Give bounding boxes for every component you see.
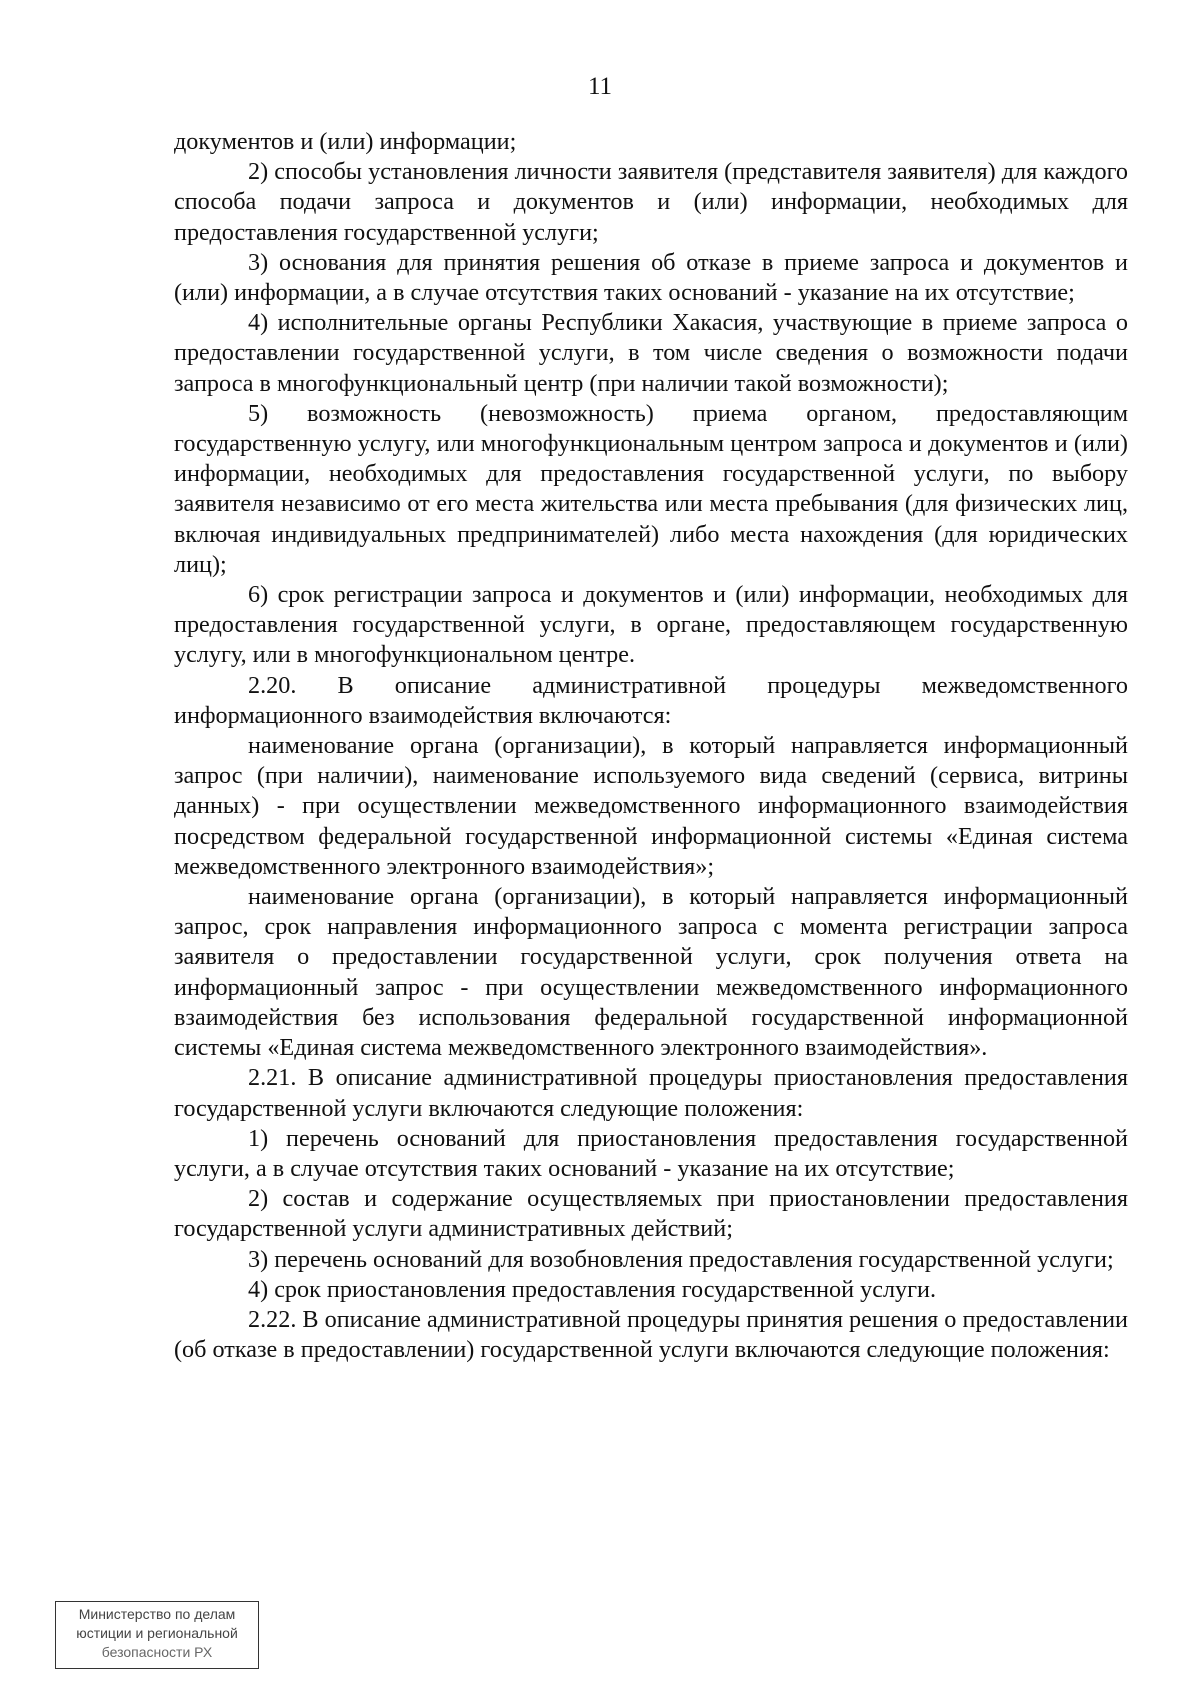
paragraph-2-21-item-3: 3) перечень оснований для возобновления предоставления государственной услуги; (248, 1245, 1114, 1273)
paragraph-2-20-smev: наименование органа (организации), в который направляется информационный запрос (при наличии), наименование используемого вида сведений (сервиса, витрины данных) - при осуществлении межведомственного информационного взаимодействия посредством федеральной государственной информационной системы «Единая система межведомственного электронного взаимодействия»; (174, 732, 1128, 880)
paragraph-item-6: 6) срок регистрации запроса и документов и (или) информации, необходимых для предоставления государственной услуги, в органе, предоставляющем государственную услугу, или в многофункциональном центре. (174, 581, 1128, 669)
document-body (174, 127, 1128, 1365)
paragraph-2-21-item-4: 4) срок приостановления предоставления государственной услуги. (248, 1275, 937, 1303)
paragraph-2-21-item-1: 1) перечень оснований для приостановления предоставления государственной услуги, а в случае отсутствия таких оснований - указание на их отсутствие; (174, 1124, 1128, 1182)
paragraph-item-5: 5) возможность (невозможность) приема органом, предоставляющим государственную услугу, или многофункциональным центром запроса и документов и (или) информации, необходимых для предоставления государственной услуги, по выбору заявителя независимо от его места жительства или места пребывания (для физических лиц, включая индивидуальных предпринимателей) либо места нахождения (для юридических лиц); (174, 399, 1128, 578)
stamp-line-2: юстиции и региональной (76, 1625, 238, 1641)
paragraph-item-4: 4) исполнительные органы Республики Хакасия, участвующие в приеме запроса о предоставлении государственной услуги, в том числе сведения о возможности подачи запроса в многофункциональный центр (при наличии такой возможности); (174, 309, 1128, 397)
section-2-20: 2.20. В описание административной процедуры межведомственного информационного взаимодействия включаются: (174, 671, 1128, 729)
stamp-line-3: безопасности РХ (101, 1644, 213, 1660)
paragraph-2-21-item-2: 2) состав и содержание осуществляемых при приостановлении предоставления государственной услуги административных действий; (174, 1185, 1128, 1243)
paragraph-2-20-no-smev: наименование органа (организации), в который направляется информационный запрос, срок направления информационного запроса с момента регистрации запроса заявителя о предоставлении государственной услуги, срок получения ответа на информационный запрос - при осуществлении межведомственного информационного взаимодействия без использования федеральной государственной информационной системы «Единая система межведомственного электронного взаимодействия». (174, 883, 1128, 1062)
paragraph-continuation: документов и (или) информации; (174, 128, 517, 155)
ministry-stamp (55, 1601, 259, 1669)
section-2-21: 2.21. В описание административной процедуры приостановления предоставления государственной услуги включаются следующие положения: (174, 1064, 1128, 1122)
section-2-22: 2.22. В описание административной процедуры принятия решения о предоставлении (об отказе в предоставлении) государственной услуги включаются следующие положения: (174, 1305, 1128, 1364)
page-number: 11 (587, 73, 613, 100)
paragraph-item-3: 3) основания для принятия решения об отказе в приеме запроса и документов и (или) информации, а в случае отсутствия таких оснований - указание на их отсутствие; (174, 248, 1128, 307)
stamp-line-1: Министерство по делам (78, 1606, 236, 1622)
paragraph-item-2: 2) способы установления личности заявителя (представителя заявителя) для каждого способа подачи запроса и документов и (или) информации, необходимых для предоставления государственной услуги; (174, 158, 1128, 246)
